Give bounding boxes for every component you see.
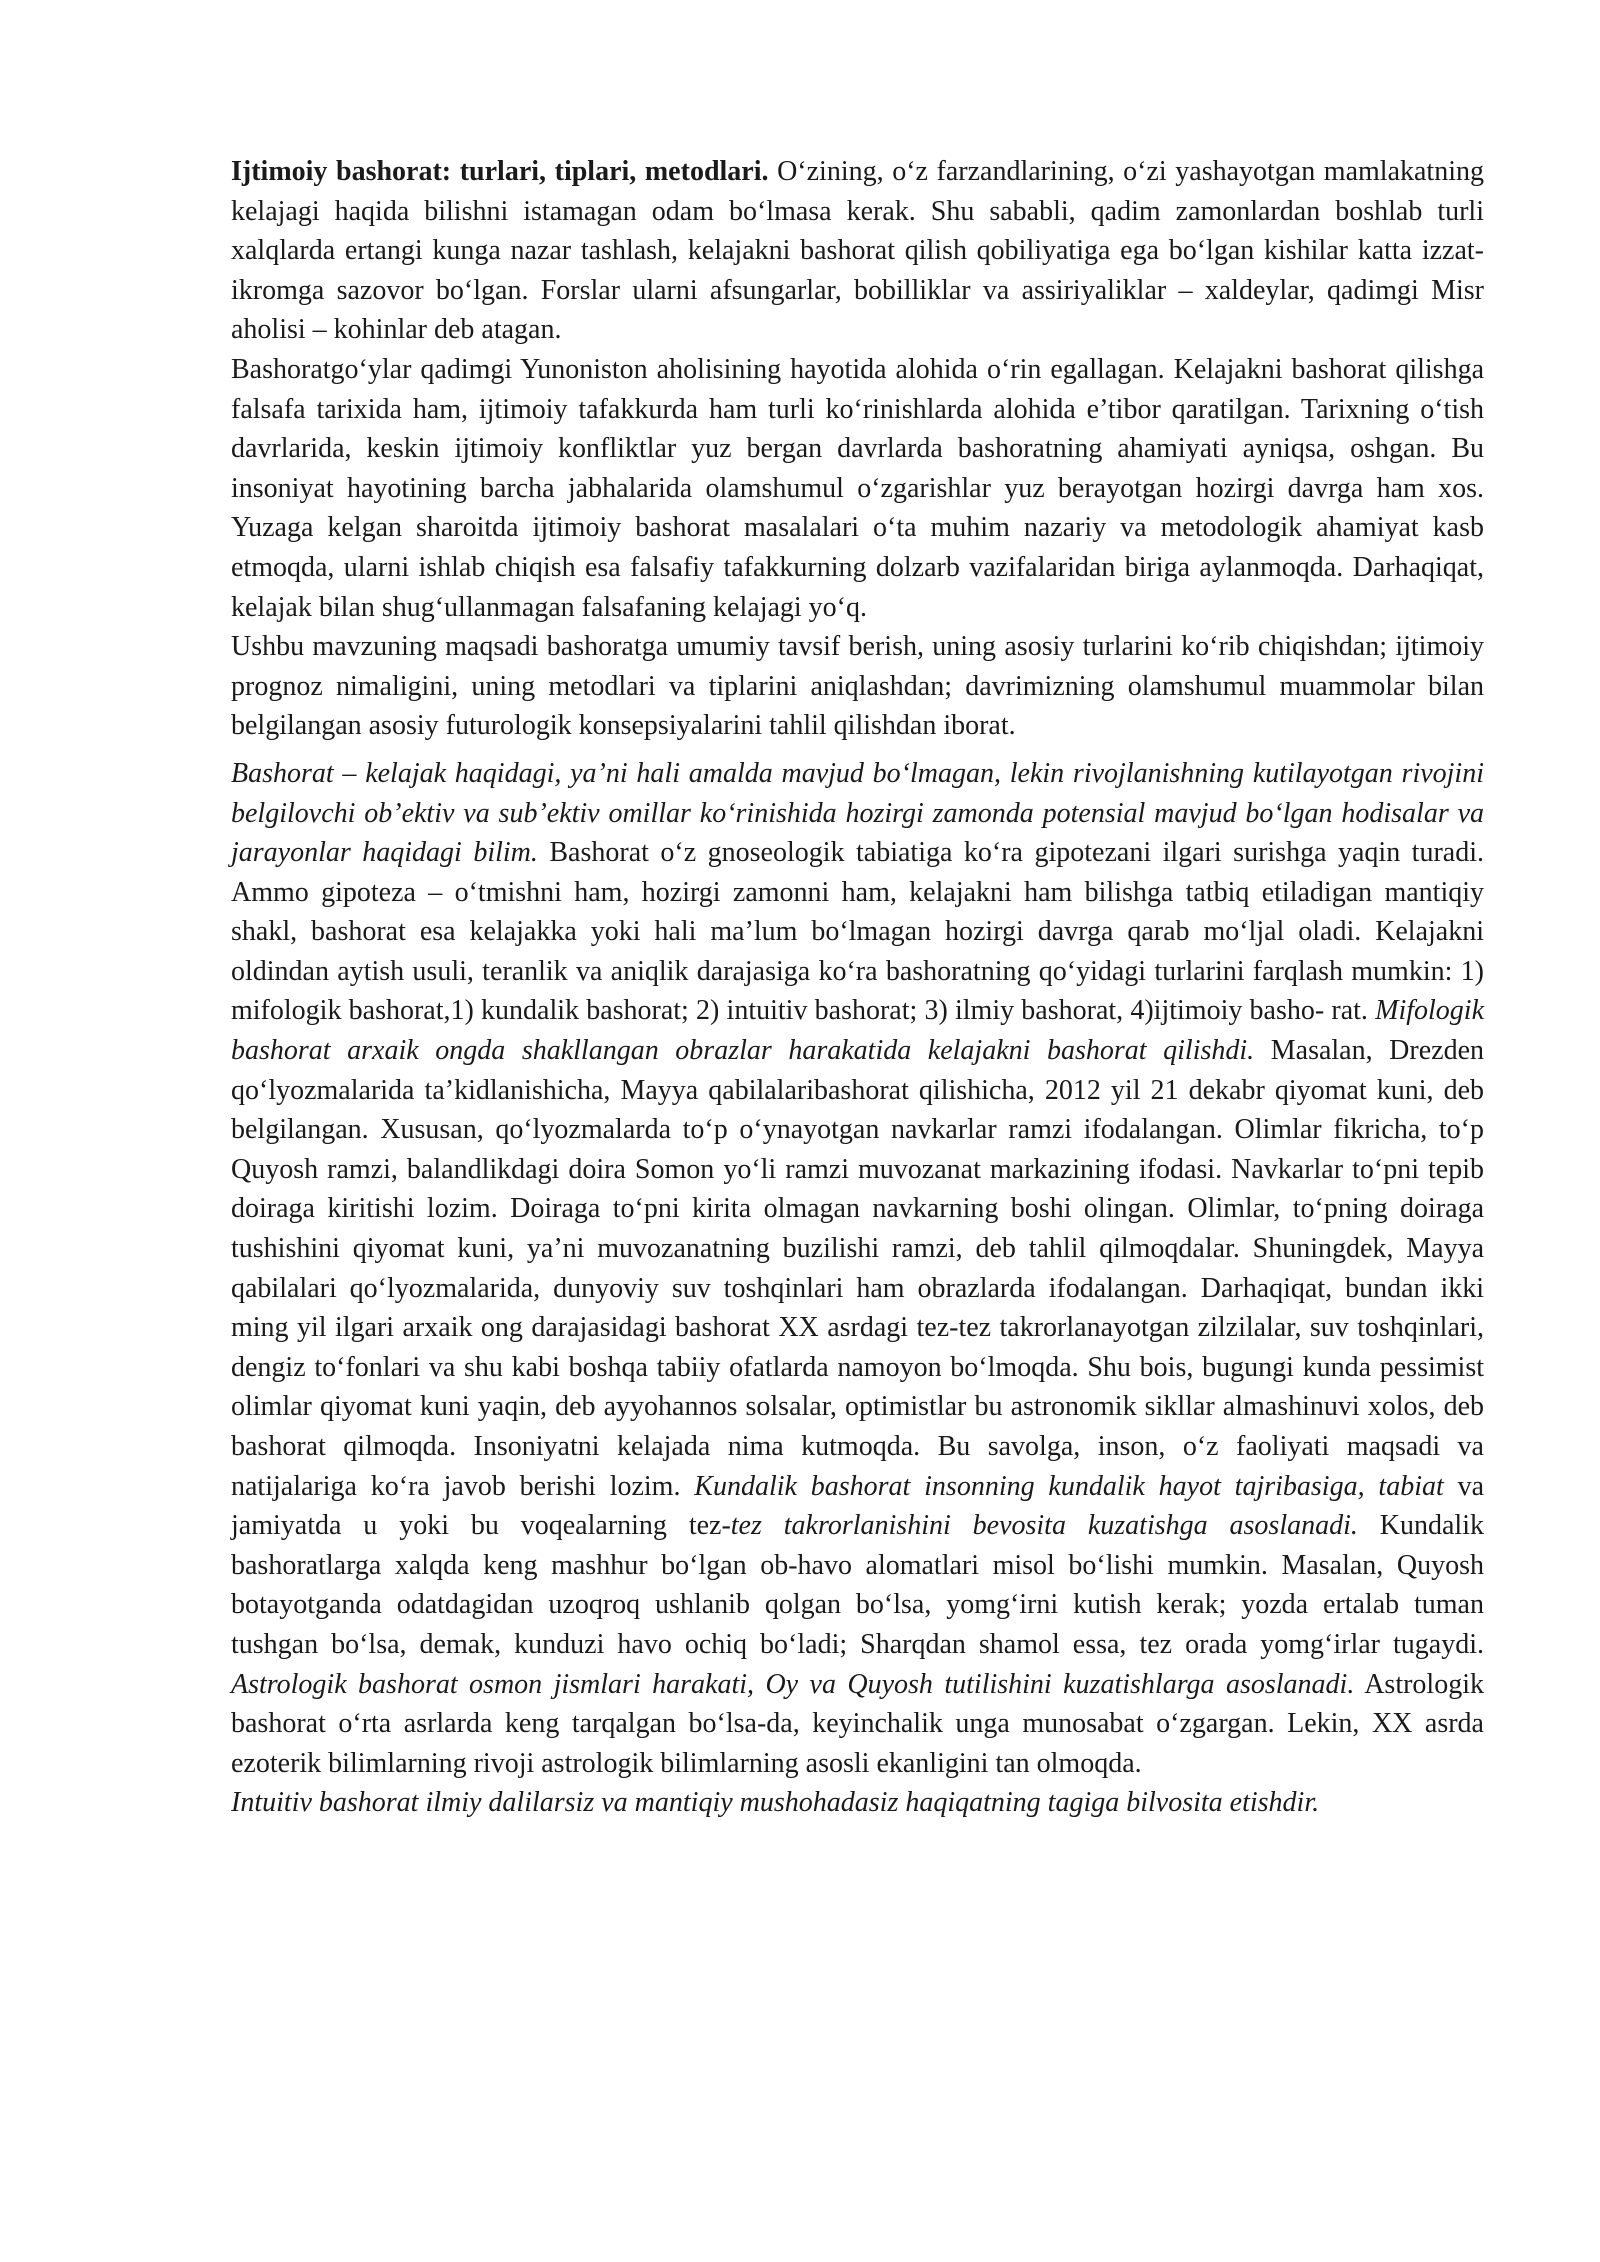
forecast-types-text: Bashorat o‘z gnoseologik tabiatiga ko‘ra gipotezani ilgari surishga yaqin turadi. Ammo gipoteza – o‘tmishni ham, hozirgi zamonni ham, kelajakni ham bilishga tatbiq etiladigan mantiqiy shakl, bashorat esa kelajakka yoki hali ma’lum bo‘lmagan hozirgi davrga qarab mo‘ljal oladi. Kelajakni oldindan aytish usuli, teranlik va aniqlik darajasiga ko‘ra bashoratning qo‘yidagi turlarini farqlash mumkin: 1) mifologik bashorat,1) kundalik bashorat; 2) intuitiv bashorat; 3) ilmiy bashorat, 4)ijtimoiy basho- rat.: [231, 837, 1484, 1027]
maya-text: Masalan, Drezden qo‘lyozmalarida ta’kidlanishicha, Mayya qabilalaribashorat qilishicha, 2012 yil 21 dekabr qiyomat kuni, deb belgilangan. Xususan, qo‘lyozmalarda to‘p o‘ynayotgan navkarlar ramzi ifodalangan. Olimlar fikricha, to‘p Quyosh ramzi, balandlikdagi doira Somon yo‘li ramzi muvozanat markazining ifodasi. Navkarlar to‘pni tepib doiraga kiritishi lozim. Doiraga to‘pni kirita olmagan navkarning boshi olingan. Olimlar, to‘pning doiraga tushishini qiyomat kuni, ya’ni muvozanatning buzilishi ramzi, deb tahlil qilmoqdalar. Shuningdek, Mayya qabilalari qo‘lyozmalarida, dunyoviy suv toshqinlari ham obrazlarda ifodalangan. Darhaqiqat, bundan ikki ming yil ilgari arxaik ong darajasidagi bashorat XX asrdagi tez-tez takrorlanayotgan zilzilalar, suv toshqinlari, dengiz to‘fonlari va shu kabi boshqa tabiiy ofatlarda namoyon bo‘lmoqda. Shu bois, bugungi kunda pessimist olimlar qiyomat kuni yaqin, deb ayyohannos solsalar, optimistlar bu astronomik sikllar almashinuvi xolos, deb bashorat qilmoqda. Insoniyatni kelajada nima kutmoqda. Bu savolga, inson, o‘z faoliyati maqsadi va natijalariga ko‘ra javob berishi lozim.: [231, 1035, 1485, 1502]
definition-text: Bashorat – kelajak haqidagi, ya’ni hali amalda mavjud bo‘lmagan, lekin rivojlanishning kutilayotgan rivojini belgilovchi ob’ektiv va sub’ektiv omillar ko‘rinishida hozirgi zamonda potensial mavjud bo‘lgan hodisalar va jarayonlar haqidagi bilim.: [231, 757, 1484, 869]
paragraph-definition: [231, 754, 1484, 1783]
everyday-forecast-text-1: Kundalik bashorat insonning kundalik hayot tajribasiga, tabiat: [694, 1470, 1444, 1502]
section-title: Ijtimoiy bashorat: turlari, tiplari, metodlari.: [231, 156, 769, 187]
document-page: [231, 152, 1484, 1823]
weather-signs-text: Kundalik bashoratlarga xalqda keng mashhur bo‘lgan ob-havo alomatlari misol bo‘lishi mumkin. Masalan, Quyosh botayotganda odatdagidan uzoqroq ushlanib qolgan bo‘lsa, yomg‘irni kutish kerak; yozda ertalab tuman tushgan bo‘lsa, demak, kunduzi havo ochiq bo‘ladi; Sharqdan shamol essa, tez orada yomg‘irlar tugaydi.: [231, 1510, 1484, 1660]
astrology-text: Astrologik bashorat o‘rta asrlarda keng tarqalgan bo‘lsa-da, keyinchalik unga munosabat o‘zgargan. Lekin, XX asrda ezoterik bilimlarning rivoji astrologik bilimlarning asosli ekanligini tan olmoqda.: [231, 1668, 1484, 1779]
paragraph-intro: [231, 152, 1484, 350]
astrological-forecast-text: Astrologik bashorat osmon jismlari harakati, Oy va Quyosh tutilishini kuzatishlarga asoslanadi.: [231, 1668, 1355, 1700]
paragraph-intuitive: Intuitiv bashorat ilmiy dalilarsiz va mantiqiy mushohadasiz haqiqatning tagiga bilvosita etishdir.: [231, 1787, 1320, 1819]
mythological-forecast-text: Mifologik bashorat arxaik ongda shakllangan obrazlar harakatida kelajakni bashorat qilishdi.: [231, 995, 1484, 1067]
everyday-forecast-text-2: tez takrorlanishini bevosita kuzatishga asoslanadi.: [730, 1510, 1358, 1542]
paragraph-aim: Ushbu mavzuning maqsadi bashoratga umumiy tavsif berish, uning asosiy turlarini ko‘rib chiqishdan; ijtimoiy prognoz nimaligini, uning metodlari va tiplarini aniqlashdan; davrimizning olamshumul muammolar bilan belgilangan asosiy futurologik konsepsiyalarini tahlil qilishdan iborat.: [231, 631, 1484, 742]
intro-text: O‘zining, o‘z farzandlarining, o‘zi yashayotgan mamlakatning kelajagi haqida bilishni istamagan odam bo‘lmasa kerak. Shu sababli, qadim zamonlardan boshlab turli xalqlarda ertangi kunga nazar tashlash, kelajakni bashorat qilish qobiliyatiga ega bo‘lgan kishilar katta izzat-ikromga sazovor bo‘lgan. Forslar ularni afsungarlar, bobilliklar va assiriyaliklar – xaldeylar, qadimgi Misr aholisi – kohinlar deb atagan.: [231, 156, 1484, 346]
everyday-forecast-plain: va jamiyatda u yoki bu voqealarning tez-: [231, 1470, 1484, 1542]
paragraph-history: Bashoratgo‘ylar qadimgi Yunoniston aholisining hayotida alohida o‘rin egallagan. Kelajakni bashorat qilishga falsafa tarixida ham, ijtimoiy tafakkurda ham turli ko‘rinishlarda alohida e’tibor qaratilgan. Tarixning o‘tish davrlarida, keskin ijtimoiy konfliktlar yuz bergan davrlarda bashoratning ahamiyati ayniqsa, oshgan. Bu insoniyat hayotining barcha jabhalarida olamshumul o‘zgarishlar yuz berayotgan hozirgi davrga ham xos. Yuzaga kelgan sharoitda ijtimoiy bashorat masalalari o‘ta muhim nazariy va metodologik ahamiyat kasb etmoqda, ularni ishlab chiqish esa falsafiy tafakkurning dolzarb vazifalaridan biriga aylanmoqda. Darhaqiqat, kelajak bilan shug‘ullanmagan falsafaning kelajagi yo‘q.: [231, 353, 1484, 623]
